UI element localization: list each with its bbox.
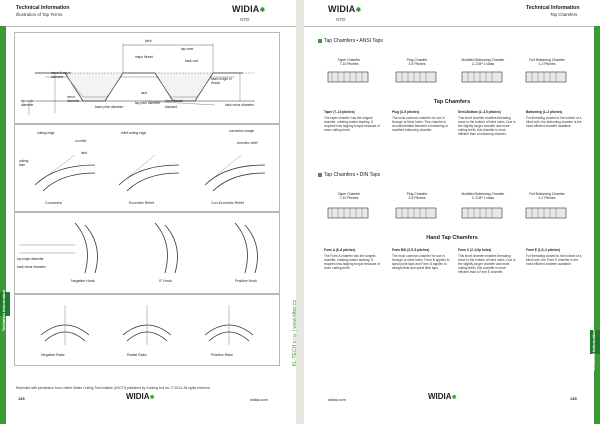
ansi-tap-drawings [318,68,582,88]
label-basic-pitch-diameter: basic pitch diameter [95,105,124,109]
caption-eccentric-relief: Eccentric Relief [129,201,154,205]
label-relief-land: land [81,151,88,155]
square-bullet-icon [318,39,322,43]
ansi-col-modified: Modified Bottoming Chamfer 2–3,5P 1 class [461,58,505,66]
ansi-desc-bottoming: Bottoming (1–2 pitches) For threading closest to the bottom of a blind hole, the bottoming chamfer is the most efficient chamfer available. [526,110,582,128]
right-side-label: Technical Information [591,330,596,372]
label-land: land [141,91,148,95]
right-header-subtitle: Tap Chamfers [550,12,578,17]
left-sidebar [0,26,6,424]
ansi-desc-plug: Plug (3–5 pitches) The most common chamfer for use in through or blind holes. This chamfer is an intermediate between a bottoming or modified bottoming chamfer. [392,110,449,132]
ansi-col-bottoming: Full Bottoming Chamfer 1-2 Pitches [529,58,565,66]
label-basic-height: basic height of thread [211,77,232,85]
label-hook-back-minor-diameter: back minor diameter [17,265,46,269]
label-top-major-diameter: top major diameter [17,257,44,261]
caption-negative-rake: Negative Rake [41,353,65,357]
din-col-bottoming: Full Bottoming Chamfer 1-2 Pitches [529,192,565,200]
label-eccentric-relief: eccentric relief [237,141,258,145]
din-desc-form-a: Form A (6–8 pitches) The Form A chamfer has the longest chamfer, creating easier starting. It requires less tapping torque because of more cutting teeth. [324,248,380,270]
right-footer-logo: WIDIA✸ [428,392,457,401]
label-minor-major-diameter: minor & major diameter [51,71,71,79]
left-header [0,0,296,27]
din-tap-drawings [318,204,582,224]
label-no-relief: no relief [75,139,87,143]
din-col-modified: Modified Bottoming Chamfer 2–3,5P 1 class [461,192,505,200]
label-back-minor-diameter: back minor diameter [225,103,254,107]
relief-diagram [14,124,280,212]
din-desc-form-c: Form C (2–3,5p holes) This short chamfer enables threading close to the bottom of blind holes. Due to the slightly longer chamfer and more cutting teeth, this chamfer is more efficient than a Form E chamfer. [458,248,516,274]
label-back-root: back root [185,59,199,63]
left-side-label: Technical Information [1,290,6,332]
right-footer-leaf-icon: ✸ [451,395,457,401]
din-square-bullet-icon [318,173,322,177]
label-tap-major-diameter: tap major diameter [21,99,35,107]
ansi-desc-taper: Taper (7–10 pitches) The taper chamfer has the longest chamfer, creating easier starting. It requires less tapping torque because of more cutting teeth. [324,110,380,132]
right-header-title: Technical Information [526,5,580,11]
left-footer-logo: WIDIA✸ [126,392,155,401]
label-cutting-edge: cutting edge [37,131,55,135]
caption-negative-hook: Negative Hook [71,279,95,283]
left-website[interactable]: widia.com [250,397,268,402]
ansi-col-plug: Plug Chamfer 3-5 Pitches [406,58,428,66]
label-concentric-margin: concentric margin [229,129,255,133]
leaf-icon: ✸ [259,7,266,14]
label-major-thread: major thread [135,55,153,59]
din-col-plug: Plug Chamfer 3-5 Pitches [406,192,428,200]
label-cutting-face: cutting face [19,159,29,167]
din-section-title: Tap Chamfers • DIN Taps [318,172,380,178]
right-gtd: GTD [336,17,346,22]
label-relief-cutting-edge: relief cutting edge [121,131,147,135]
footer-leaf-icon: ✸ [149,395,155,401]
label-tap-crest: tap crest [181,47,194,51]
caption-concentric: Concentric [45,201,63,205]
label-pitch: pitch [145,39,152,43]
label-basic-thread: basic thread [165,99,183,103]
right-page-number: 135 [570,396,577,401]
label-backbend: backend [165,105,178,109]
right-header [304,0,600,27]
spine-text: KL-TECH s.r.o. | www.kltec.cz [292,300,298,367]
caption-positive-rake: Positive Rake [211,353,233,357]
left-header-logo: WIDIA✸ [232,4,266,14]
caption-zero-hook: 0° Hook [159,279,172,283]
din-desc-form-e: Form E (1,5–2 pitches) For threading closest to the bottom of a blind hole, the Form E chamfer is the most efficient chamfer available. [526,248,582,266]
label-tap-pitch-diameter: tap pitch diameter [135,101,161,105]
caption-con-eccentric-relief: Con-Eccentric Relief [211,201,244,205]
left-page-number: 126 [18,396,25,401]
left-gtd: GTD [240,17,250,22]
right-page [304,0,600,424]
din-col-taper: Taper Chamfer 7-10 Pitches [337,192,361,200]
left-page [0,0,296,424]
label-minor-diameter: minor diameter [67,95,80,103]
right-leaf-icon: ✸ [355,7,362,14]
thread-terms-diagram [14,32,280,124]
ansi-col-taper: Taper Chamfer 7-10 Pitches [337,58,361,66]
caption-positive-hook: Positive Hook [235,279,257,283]
ansi-desc-semi-bottom: Semi-Bottom (2–3,5 pitches) This short chamfer enables threading close to the bottom of blind holes. Due to the slightly longer chamfer and more cutting teeth, this chamfer is more efficient than a bottoming chamfer. [458,110,516,136]
caption-radial-rake: Radial Rake [127,353,147,357]
right-website[interactable]: widia.com [328,397,346,402]
ansi-section-title: Tap Chamfers • ANSI Taps [318,38,383,44]
right-header-logo: WIDIA✸ [328,4,362,14]
tap-chamfers-title: Tap Chamfers [433,99,471,105]
left-footnote: Reprinted with permission from United States Cutting Tool Institute (USCTI) published by Guhring tool inc. © 2014. All rights reserved. [16,386,211,390]
hand-tap-chamfers-title: Hand Tap Chamfers [426,235,478,241]
relief-drawings [15,125,279,211]
left-header-title: Technical Information [16,5,70,11]
rake-diagram [14,294,280,366]
left-header-subtitle: Illustration of Tap Terms [16,12,63,17]
din-desc-form-bd: Form B/D (3,5–5 pitches) The most common chamfer for use in through or blind holes. Form B applies to spiral point taps and Form D applies to straight flute and spiral flute taps. [392,248,450,270]
hook-diagram [14,212,280,294]
